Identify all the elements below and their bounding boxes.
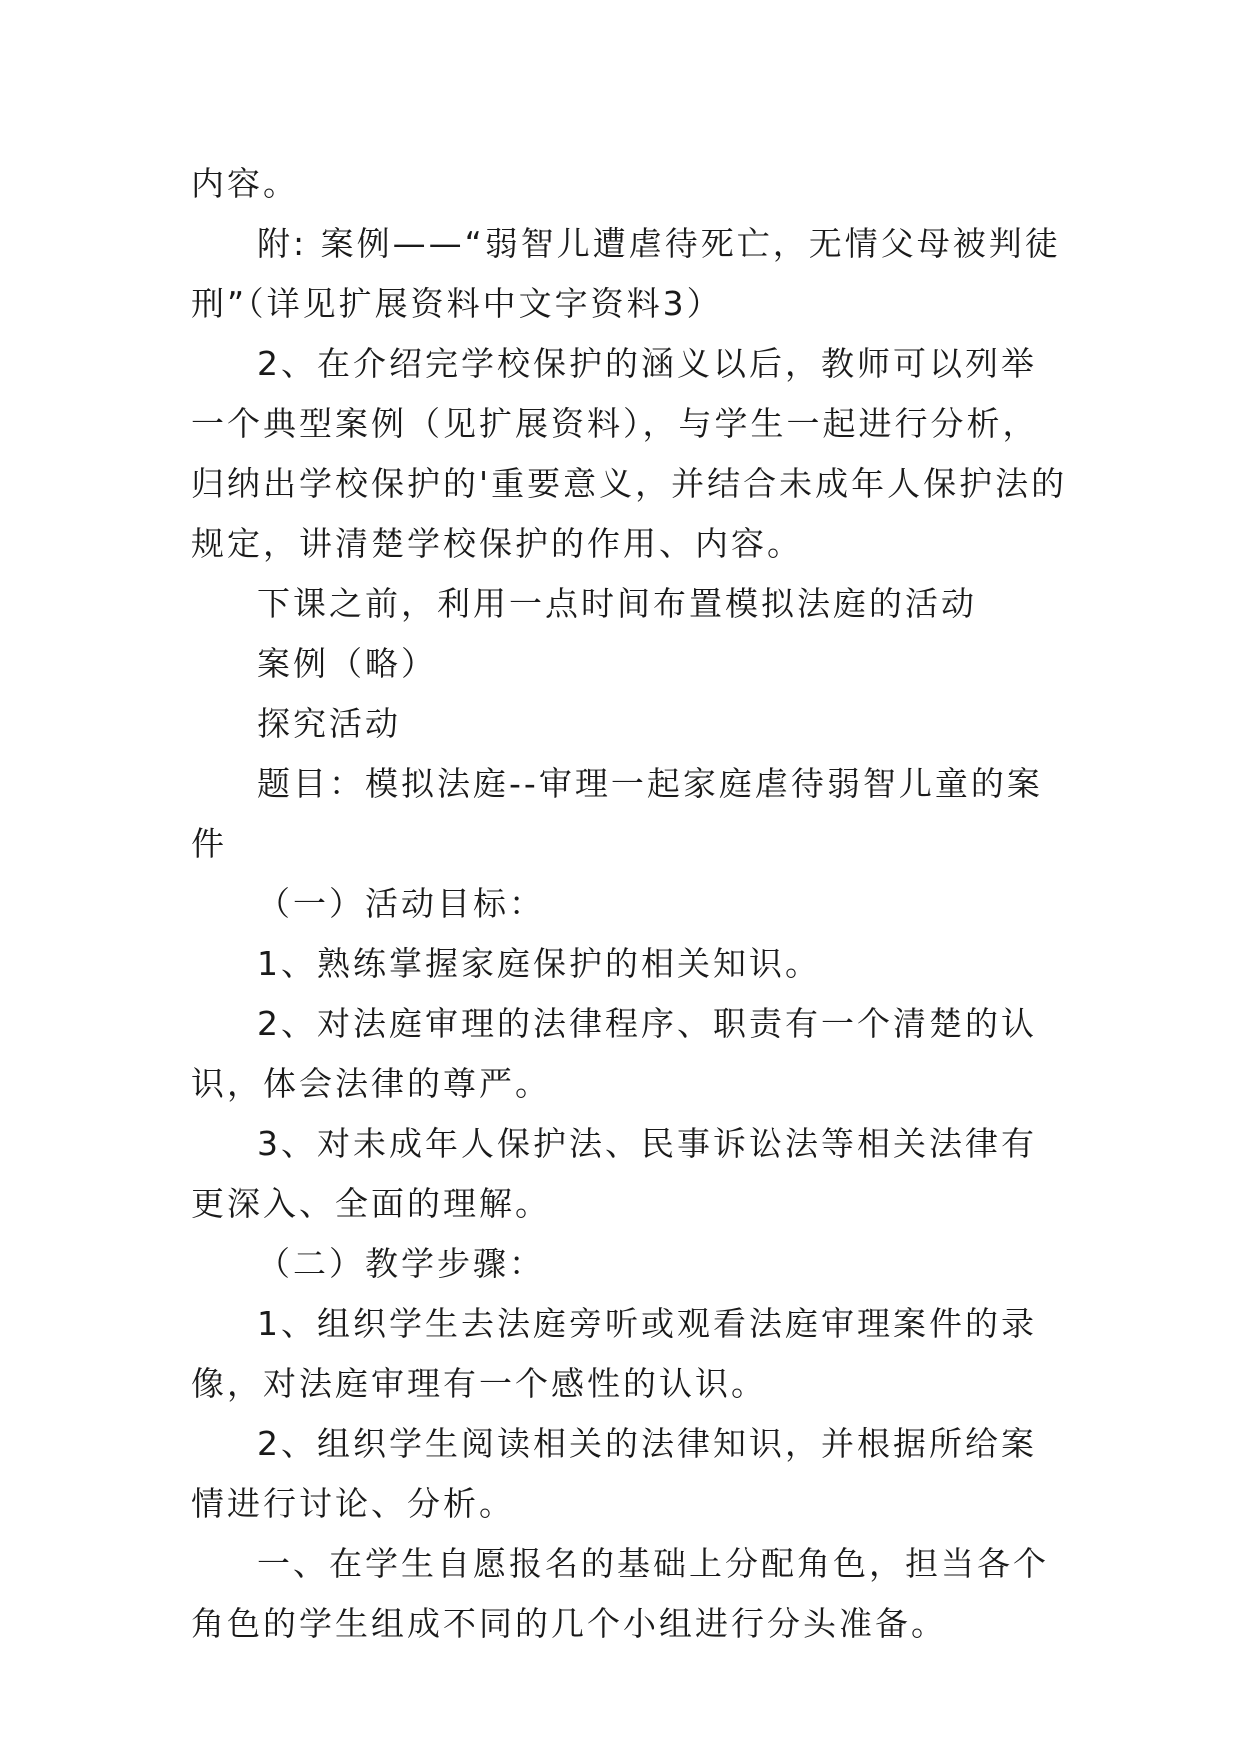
paragraph: 2、对法庭审理的法律程序、职责有一个清楚的认识，体会法律的尊严。 (191, 1004, 1037, 1103)
paragraph: 内容。 (191, 164, 299, 203)
paragraph: 下课之前，利用一点时间布置模拟法庭的活动 (257, 584, 977, 623)
paragraph: 探究活动 (257, 704, 401, 743)
paragraph: （一）活动目标： (257, 884, 545, 923)
paragraph: （二）教学步骤： (257, 1244, 545, 1283)
paragraph: 2、在介绍完学校保护的涵义以后，教师可以列举一个典型案例（见扩展资料），与学生一起进行分析，归纳出学校保护的'重要意义，并结合未成年人保护法的规定，讲清楚学校保护的作用、内容。 (191, 344, 1068, 563)
paragraph: 1、组织学生去法庭旁听或观看法庭审理案件的录像，对法庭审理有一个感性的认识。 (191, 1304, 1037, 1403)
paragraph: 1、熟练掌握家庭保护的相关知识。 (257, 944, 821, 983)
document-body (191, 154, 1071, 1654)
paragraph: 案例（略） (257, 644, 437, 683)
paragraph: 3、对未成年人保护法、民事诉讼法等相关法律有更深入、全面的理解。 (191, 1124, 1037, 1223)
paragraph: 2、组织学生阅读相关的法律知识，并根据所给案情进行讨论、分析。 (191, 1424, 1037, 1523)
paragraph: 题目：模拟法庭--审理一起家庭虐待弱智儿童的案件 (191, 764, 1043, 863)
paragraph: 附: 案例——“弱智儿遭虐待死亡，无情父母被判徒刑”（详见扩展资料中文字资料3） (191, 224, 1061, 323)
paragraph: 一、在学生自愿报名的基础上分配角色，担当各个角色的学生组成不同的几个小组进行分头准备。 (191, 1544, 1049, 1643)
